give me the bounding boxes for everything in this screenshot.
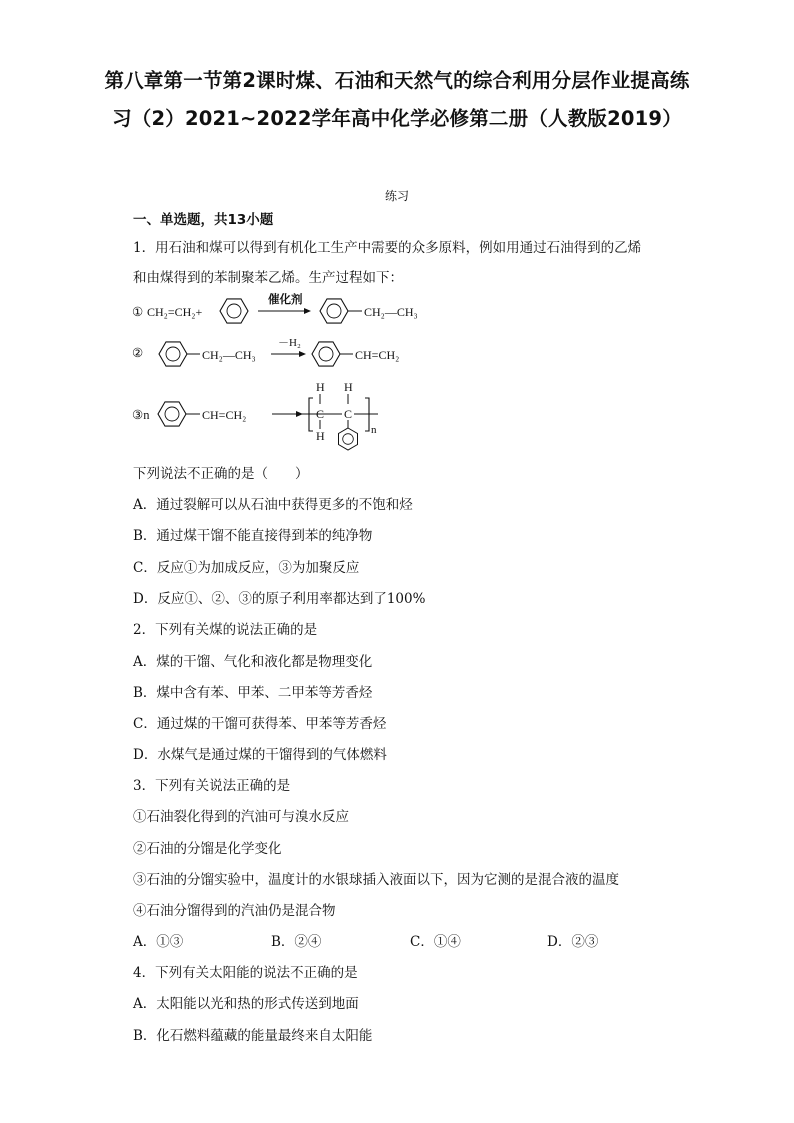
- q1-stem-line2: 和由煤得到的苯制聚苯乙烯。生产过程如下：: [133, 270, 403, 286]
- q1-option-d: D．反应①、②、③的原子利用率都达到了100%: [133, 591, 426, 607]
- q3-statement-3: ③石油的分馏实验中，温度计的水银球插入液面以下，因为它测的是混合液的温度: [133, 872, 619, 888]
- benzene-ring-icon: [312, 342, 340, 366]
- reaction-scheme: [130, 290, 450, 455]
- r2-condition: －H₂: [278, 337, 301, 349]
- polymer-c-1: C: [316, 407, 325, 421]
- q3-statement-4: ④石油分馏得到的汽油仍是混合物: [133, 903, 336, 919]
- q1-prompt: 下列说法不正确的是（ ）: [133, 466, 309, 482]
- document-title: 第八章第一节第2课时煤、石油和天然气的综合利用分层作业提高练习（2）2021~2022学年高中化学必修第二册（人教版2019）: [104, 69, 690, 130]
- q4-option-a: A．太阳能以光和热的形式传送到地面: [133, 996, 359, 1012]
- r3-reactant: CH=CH₂: [202, 408, 247, 422]
- q1-stem-line1: 1．用石油和煤可以得到有机化工生产中需要的众多原料，例如用通过石油得到的乙烯: [133, 240, 642, 256]
- document-subtitle: 练习: [384, 189, 409, 203]
- r1-number: ①: [132, 305, 144, 319]
- r1-ethylene: CH₂=CH₂+: [147, 305, 203, 319]
- q1-option-c: C．反应①为加成反应，③为加聚反应: [133, 560, 360, 576]
- q3-option-b: B．②④: [271, 934, 322, 950]
- r1-product: CH₂—CH₃: [364, 305, 418, 319]
- polymer-n: n: [371, 424, 377, 436]
- benzene-ring-icon: [220, 299, 248, 323]
- q3-option-c: C．①④: [410, 934, 461, 950]
- benzene-ring-icon: [158, 402, 186, 426]
- r2-reactant: CH₂—CH₃: [202, 348, 256, 362]
- benzene-ring-icon: [339, 428, 358, 450]
- q2-option-b: B．煤中含有苯、甲苯、二甲苯等芳香烃: [133, 685, 373, 701]
- q2-stem: 2．下列有关煤的说法正确的是: [133, 622, 318, 638]
- q3-stem: 3．下列有关说法正确的是: [133, 778, 291, 794]
- r3-number: ③n: [132, 408, 150, 422]
- r2-product: CH=CH₂: [355, 348, 400, 362]
- q2-option-d: D．水煤气是通过煤的干馏得到的气体燃料: [133, 747, 387, 763]
- q3-option-a: A．①③: [133, 934, 184, 950]
- r1-catalyst-label: 催化剂: [268, 294, 303, 306]
- q1-option-b: B．通过煤干馏不能直接得到苯的纯净物: [133, 528, 373, 544]
- benzene-ring-icon: [320, 299, 348, 323]
- polymer-h-top-1: H: [316, 380, 325, 394]
- polymer-h-bottom: H: [316, 429, 325, 443]
- q4-option-b: B．化石燃料蕴藏的能量最终来自太阳能: [133, 1028, 373, 1044]
- section-heading: 一、单选题，共13小题: [133, 212, 274, 228]
- q2-option-a: A．煤的干馏、气化和液化都是物理变化: [133, 654, 373, 670]
- q3-statement-1: ①石油裂化得到的汽油可与溴水反应: [133, 809, 349, 825]
- q2-option-c: C．通过煤的干馏可获得苯、甲苯等芳香烃: [133, 716, 387, 732]
- benzene-ring-icon: [159, 342, 187, 366]
- q1-option-a: A．通过裂解可以从石油中获得更多的不饱和烃: [133, 497, 413, 513]
- q3-statement-2: ②石油的分馏是化学变化: [133, 841, 282, 857]
- r2-number: ②: [132, 346, 144, 360]
- q3-option-d: D．②③: [547, 934, 599, 950]
- q4-stem: 4．下列有关太阳能的说法不正确的是: [133, 965, 358, 981]
- polymer-h-top-2: H: [344, 380, 353, 394]
- polymer-c-2: C: [344, 407, 353, 421]
